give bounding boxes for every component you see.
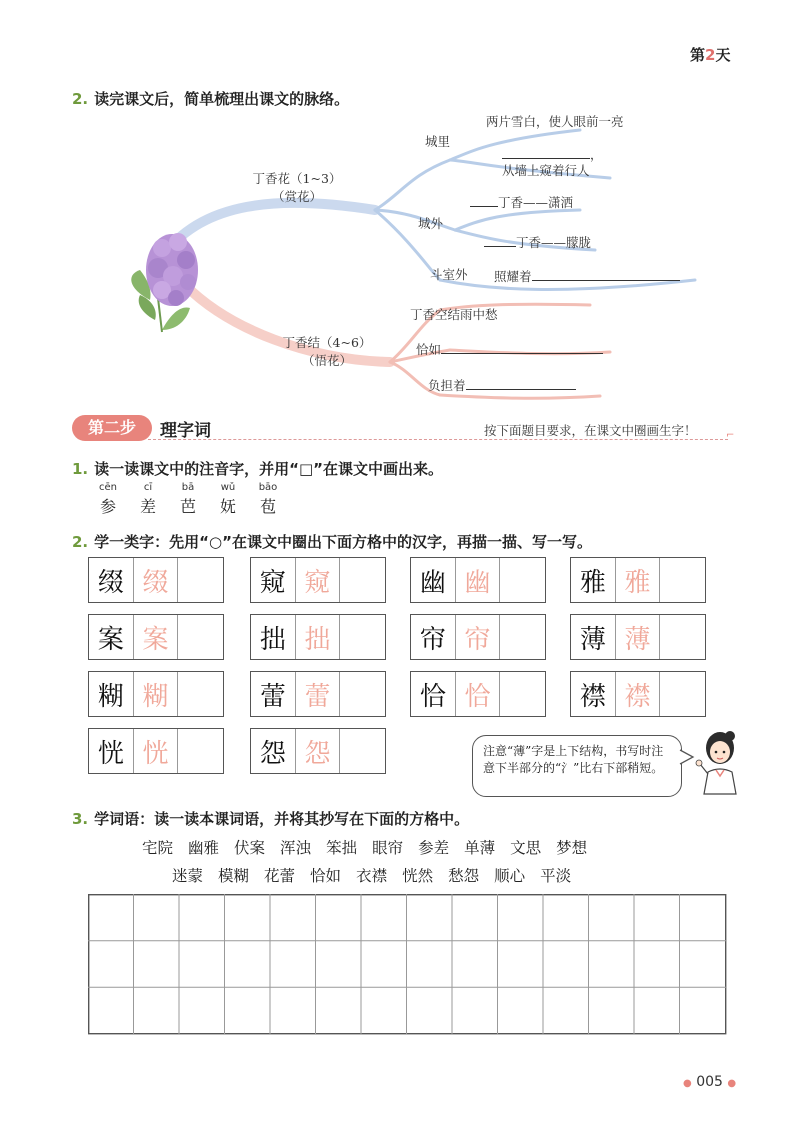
vocab-word: 幽雅 [188, 839, 220, 857]
step-2-header [72, 413, 735, 443]
question-1-title: 1. 读一读课文中的注音字，并用“□”在课文中画出来。 [72, 460, 444, 478]
char-write[interactable] [178, 615, 223, 659]
char-box [250, 671, 386, 717]
pinyin-item: cēn 参 [99, 482, 117, 516]
char-trace[interactable]: 襟 [616, 672, 661, 716]
char-write[interactable] [500, 558, 545, 602]
char-write[interactable] [500, 615, 545, 659]
vocab-word: 模糊 [218, 867, 250, 885]
char-model: 襟 [571, 672, 616, 716]
blank-burden[interactable]: 负担着 [428, 376, 576, 394]
mind-map [110, 100, 710, 405]
char-trace[interactable]: 拙 [296, 615, 341, 659]
char-trace[interactable]: 雅 [616, 558, 661, 602]
girl-illustration [692, 728, 748, 798]
char-model: 糊 [89, 672, 134, 716]
blue-branches [160, 130, 695, 289]
vocab-line-1 [142, 836, 602, 858]
char-box [88, 557, 224, 603]
writing-tip-bubble: 注意“薄”字是上下结构，书写时注意下半部分的“氵”比右下部稍短。 [472, 735, 682, 797]
pinyin-item: bā 芭 [179, 482, 196, 516]
vocab-word: 愁怨 [448, 867, 480, 885]
char-trace[interactable]: 薄 [616, 615, 661, 659]
label-city-in: 城里 [425, 134, 451, 149]
label-city-out: 城外 [418, 216, 444, 231]
char-write[interactable] [340, 729, 385, 773]
copy-writing-grid[interactable] [88, 894, 728, 1036]
day-label: 第2天 [690, 46, 731, 64]
char-box [250, 614, 386, 660]
char-box [88, 671, 224, 717]
blank-city-out-1[interactable]: 丁香——潇洒 [470, 193, 573, 211]
vocab-word: 平淡 [540, 867, 572, 885]
char-model: 窥 [251, 558, 296, 602]
char-trace[interactable]: 幽 [456, 558, 501, 602]
char-write[interactable] [178, 729, 223, 773]
char-trace[interactable]: 怨 [296, 729, 341, 773]
char-write[interactable] [340, 615, 385, 659]
vocab-word: 文思 [510, 839, 542, 857]
char-write[interactable] [660, 558, 705, 602]
vocab-word: 伏案 [234, 839, 266, 857]
blank-like[interactable]: 恰如 [416, 340, 603, 358]
char-model: 帘 [411, 615, 456, 659]
lilac-flower-illustration [131, 233, 198, 332]
char-model: 恰 [411, 672, 456, 716]
char-trace[interactable]: 蕾 [296, 672, 341, 716]
vocab-word: 梦想 [556, 839, 588, 857]
note-peek-wall: 从墙上窥着行人 [502, 163, 590, 178]
question-2-title: 2. 读完课文后，简单梳理出课文的脉络。 [72, 90, 350, 108]
char-write[interactable] [660, 615, 705, 659]
char-write[interactable] [178, 558, 223, 602]
step-2-pill: 第二步 [72, 415, 152, 441]
vocab-word: 迷蒙 [172, 867, 204, 885]
page-number: ● 005 ● [683, 1074, 737, 1090]
label-study: 斗室外 [430, 267, 468, 282]
pinyin-item: bāo 苞 [258, 482, 278, 516]
char-box [88, 728, 224, 774]
vocab-word: 笨拙 [326, 839, 358, 857]
vocab-word: 恍然 [402, 867, 434, 885]
pinyin-item: cī 差 [139, 482, 156, 516]
question-3-title: 3. 学词语：读一读本课词语，并将其抄写在下面的方格中。 [72, 810, 470, 828]
char-box [570, 671, 706, 717]
char-trace[interactable]: 恰 [456, 672, 501, 716]
char-trace[interactable]: 帘 [456, 615, 501, 659]
question-2-chars-title: 2. 学一类字：先用“○”在课文中圈出下面方格中的汉字，再描一描、写一写。 [72, 533, 592, 551]
char-model: 拙 [251, 615, 296, 659]
char-write[interactable] [660, 672, 705, 716]
vocab-word: 衣襟 [356, 867, 388, 885]
char-trace[interactable]: 窥 [296, 558, 341, 602]
char-box [88, 614, 224, 660]
char-model: 恍 [89, 729, 134, 773]
blank-city-in[interactable]: ， [502, 145, 603, 163]
vocab-word: 顺心 [494, 867, 526, 885]
char-write[interactable] [340, 558, 385, 602]
vocab-word: 恰如 [310, 867, 342, 885]
char-model: 幽 [411, 558, 456, 602]
char-model: 缀 [89, 558, 134, 602]
char-box [570, 557, 706, 603]
blank-city-out-2[interactable]: 丁香——朦胧 [484, 233, 591, 251]
hint-arrow-icon: ⌐ [726, 430, 735, 441]
step-2-title: 理字词 [160, 421, 211, 441]
vocab-line-2 [172, 864, 586, 886]
char-trace[interactable]: 案 [134, 615, 179, 659]
char-write[interactable] [500, 672, 545, 716]
step-2-hint: 按下面题目要求，在课文中圈画生字！ [484, 423, 697, 438]
vocab-word: 参差 [418, 839, 450, 857]
char-box [410, 614, 546, 660]
char-box [250, 557, 386, 603]
char-trace[interactable]: 恍 [134, 729, 179, 773]
char-trace[interactable]: 糊 [134, 672, 179, 716]
divider [148, 439, 728, 440]
char-box [410, 671, 546, 717]
vocab-word: 浑浊 [280, 839, 312, 857]
char-model: 蕾 [251, 672, 296, 716]
char-box [410, 557, 546, 603]
vocab-word: 宅院 [142, 839, 174, 857]
vocab-word: 眼帘 [372, 839, 404, 857]
blank-study[interactable]: 照耀着 [494, 267, 680, 285]
vocab-word: 花蕾 [264, 867, 296, 885]
note-rain-sorrow: 丁香空结雨中愁 [410, 307, 498, 322]
branch-label-reflect: 丁香结（4~6） （悟花） [282, 335, 372, 368]
note-white-blossoms: 两片雪白，使人眼前一亮 [486, 114, 624, 129]
char-box [250, 728, 386, 774]
char-model: 案 [89, 615, 134, 659]
char-box [570, 614, 706, 660]
char-write[interactable] [178, 672, 223, 716]
pinyin-list [88, 482, 288, 517]
vocab-word: 单薄 [464, 839, 496, 857]
char-trace[interactable]: 缀 [134, 558, 179, 602]
char-model: 怨 [251, 729, 296, 773]
char-model: 雅 [571, 558, 616, 602]
char-model: 薄 [571, 615, 616, 659]
char-write[interactable] [340, 672, 385, 716]
pinyin-item: wǔ 妩 [219, 482, 236, 516]
branch-label-appreciate: 丁香花（1~3） （赏花） [252, 171, 342, 204]
